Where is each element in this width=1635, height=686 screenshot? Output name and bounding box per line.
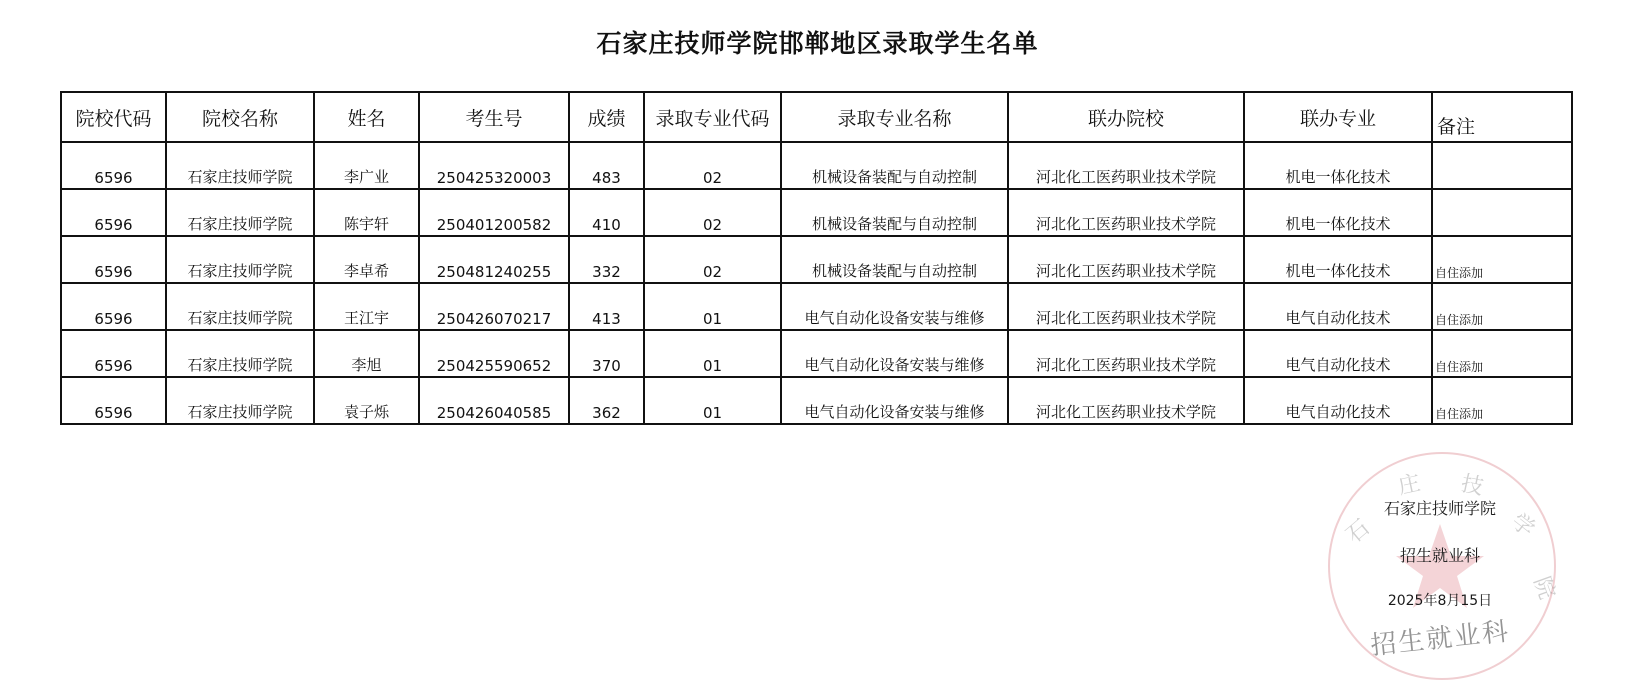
cell-student-name: 王江宇 xyxy=(314,283,419,330)
cell-exam-number: 250425590652 xyxy=(419,330,569,377)
cell-student-name: 袁子烁 xyxy=(314,377,419,424)
svg-text:庄: 庄 xyxy=(1396,470,1423,500)
cell-exam-number: 250425320003 xyxy=(419,142,569,189)
cell-remarks: 自住添加 xyxy=(1432,236,1572,283)
header-student-name: 姓名 xyxy=(314,92,419,142)
cell-major-name: 机械设备装配与自动控制 xyxy=(781,236,1008,283)
header-remarks: 备注 xyxy=(1432,92,1572,142)
seal-stamped-text: 招生就业科 xyxy=(1369,616,1512,662)
cell-score: 413 xyxy=(569,283,644,330)
cell-remarks xyxy=(1432,189,1572,236)
cell-school-name: 石家庄技师学院 xyxy=(166,330,314,377)
svg-text:技: 技 xyxy=(1458,471,1486,501)
cell-major-name: 电气自动化设备安装与维修 xyxy=(781,283,1008,330)
cell-score: 332 xyxy=(569,236,644,283)
cell-major-name: 电气自动化设备安装与维修 xyxy=(781,330,1008,377)
cell-school-code: 6596 xyxy=(61,330,166,377)
header-school-code: 院校代码 xyxy=(61,92,166,142)
cell-partner-school: 河北化工医药职业技术学院 xyxy=(1008,330,1244,377)
cell-score: 483 xyxy=(569,142,644,189)
cell-major-code: 02 xyxy=(644,142,781,189)
cell-exam-number: 250426070217 xyxy=(419,283,569,330)
header-partner-major: 联办专业 xyxy=(1244,92,1432,142)
cell-student-name: 李旭 xyxy=(314,330,419,377)
official-seal xyxy=(1312,452,1568,684)
table-row xyxy=(61,330,1572,377)
page-title: 石家庄技师学院邯郸地区录取学生名单 xyxy=(596,29,1039,58)
cell-remarks xyxy=(1432,142,1572,189)
header-partner-school: 联办院校 xyxy=(1008,92,1244,142)
table-row xyxy=(61,283,1572,330)
table-row xyxy=(61,142,1572,189)
cell-remarks: 自住添加 xyxy=(1432,330,1572,377)
seal-organization: 石家庄技师学院 xyxy=(1383,499,1496,518)
cell-partner-major: 电气自动化技术 xyxy=(1244,330,1432,377)
cell-partner-school: 河北化工医药职业技术学院 xyxy=(1008,189,1244,236)
cell-school-name: 石家庄技师学院 xyxy=(166,377,314,424)
admission-table xyxy=(60,91,1573,425)
cell-partner-school: 河北化工医药职业技术学院 xyxy=(1008,283,1244,330)
cell-school-name: 石家庄技师学院 xyxy=(166,236,314,283)
table-row xyxy=(61,189,1572,236)
cell-score: 370 xyxy=(569,330,644,377)
cell-score: 410 xyxy=(569,189,644,236)
cell-school-code: 6596 xyxy=(61,283,166,330)
cell-major-code: 02 xyxy=(644,236,781,283)
cell-partner-major: 机电一体化技术 xyxy=(1244,236,1432,283)
cell-school-code: 6596 xyxy=(61,189,166,236)
cell-exam-number: 250426040585 xyxy=(419,377,569,424)
header-school-name: 院校名称 xyxy=(166,92,314,142)
cell-major-code: 01 xyxy=(644,330,781,377)
cell-partner-major: 电气自动化技术 xyxy=(1244,377,1432,424)
header-major-code: 录取专业代码 xyxy=(644,92,781,142)
cell-major-name: 机械设备装配与自动控制 xyxy=(781,189,1008,236)
seal-date: 2025年8月15日 xyxy=(1387,593,1493,609)
cell-exam-number: 250481240255 xyxy=(419,236,569,283)
cell-student-name: 李广业 xyxy=(314,142,419,189)
header-exam-number: 考生号 xyxy=(419,92,569,142)
cell-school-code: 6596 xyxy=(61,142,166,189)
cell-major-code: 02 xyxy=(644,189,781,236)
cell-major-name: 电气自动化设备安装与维修 xyxy=(781,377,1008,424)
table-row xyxy=(61,377,1572,424)
cell-partner-major: 电气自动化技术 xyxy=(1244,283,1432,330)
cell-school-name: 石家庄技师学院 xyxy=(166,283,314,330)
cell-partner-major: 机电一体化技术 xyxy=(1244,189,1432,236)
cell-score: 362 xyxy=(569,377,644,424)
cell-remarks: 自住添加 xyxy=(1432,283,1572,330)
cell-student-name: 李卓希 xyxy=(314,236,419,283)
cell-major-name: 机械设备装配与自动控制 xyxy=(781,142,1008,189)
header-major-name: 录取专业名称 xyxy=(781,92,1008,142)
cell-major-code: 01 xyxy=(644,377,781,424)
cell-partner-school: 河北化工医药职业技术学院 xyxy=(1008,377,1244,424)
svg-text:学: 学 xyxy=(1506,509,1540,543)
table-header-row xyxy=(61,92,1572,142)
cell-major-code: 01 xyxy=(644,283,781,330)
cell-partner-major: 机电一体化技术 xyxy=(1244,142,1432,189)
cell-partner-school: 河北化工医药职业技术学院 xyxy=(1008,236,1244,283)
seal-department: 招生就业科 xyxy=(1399,546,1480,565)
cell-student-name: 陈宇轩 xyxy=(314,189,419,236)
cell-exam-number: 250401200582 xyxy=(419,189,569,236)
svg-text:石: 石 xyxy=(1341,515,1375,549)
header-score: 成绩 xyxy=(569,92,644,142)
table-row xyxy=(61,236,1572,283)
cell-school-code: 6596 xyxy=(61,236,166,283)
cell-school-code: 6596 xyxy=(61,377,166,424)
cell-school-name: 石家庄技师学院 xyxy=(166,142,314,189)
svg-text:院: 院 xyxy=(1528,573,1560,603)
cell-partner-school: 河北化工医药职业技术学院 xyxy=(1008,142,1244,189)
cell-remarks: 自住添加 xyxy=(1432,377,1572,424)
cell-school-name: 石家庄技师学院 xyxy=(166,189,314,236)
